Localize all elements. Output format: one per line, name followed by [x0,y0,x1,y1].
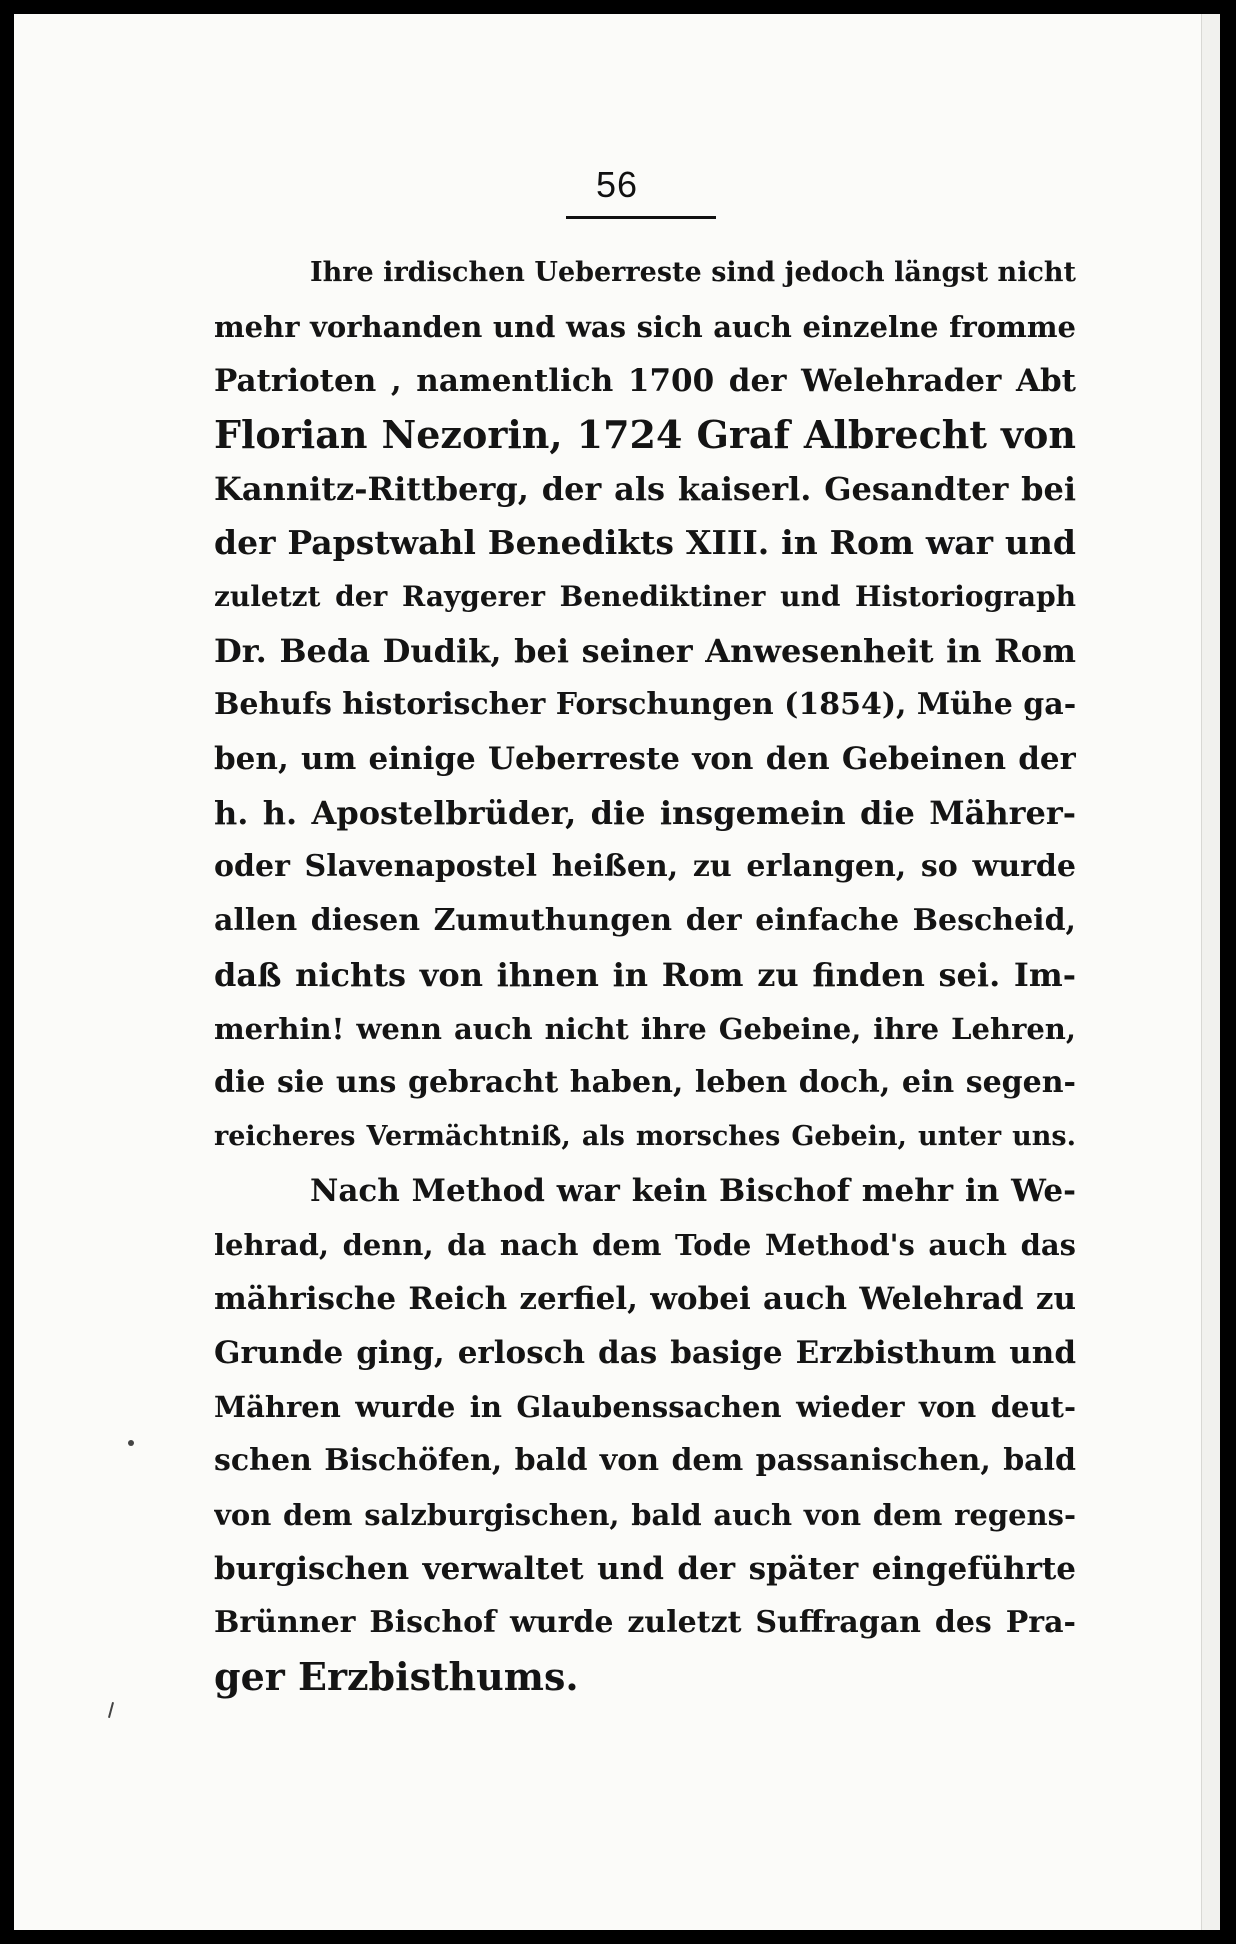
text-line: Kannitz-Rittberg, der als kaiserl. Gesandter bei [214,470,1076,508]
paragraph [214,1164,1076,1704]
scan-speck [128,1440,134,1446]
text-line: mehr vorhanden und was sich auch einzelne fromme [214,310,1076,344]
text-line: h. h. Apostelbrüder, die insgemein die Mährer- [214,794,1076,832]
text-line: Mähren wurde in Glaubenssachen wieder von deut- [214,1390,1076,1424]
paragraph [214,246,1076,1164]
page-edge [1201,14,1220,1930]
text-line: zuletzt der Raygerer Benediktiner und Historiograph [214,580,1076,613]
text-line: oder Slavenapostel heißen, zu erlangen, so wurde [214,849,1076,884]
text-line: Brünner Bischof wurde zuletzt Suffragan des Pra- [214,1605,1076,1640]
text-line: lehrad, denn, da nach dem Tode Method's auch das [214,1228,1076,1262]
text-line: Nach Method war kein Bischof mehr in We- [310,1173,1076,1209]
text-line: von dem salzburgischen, bald auch von dem regens- [214,1498,1076,1532]
book-page [14,14,1220,1930]
header-rule [566,216,716,219]
text-line: der Papstwahl Benedikts XIII. in Rom war und [214,523,1076,562]
text-line: burgischen verwaltet und der später eingeführte [214,1551,1076,1587]
text-line: daß nichts von ihnen in Rom zu finden sei. Im- [214,956,1076,994]
text-line: die sie uns gebracht haben, leben doch, ein segen- [214,1065,1076,1100]
text-line: allen diesen Zumuthungen der einfache Bescheid, [214,903,1076,938]
text-line: schen Bischöfen, bald von dem passanischen, bald [214,1443,1076,1478]
page-number: 56 [595,164,639,205]
text-line: ben, um einige Ueberreste von den Gebeinen der [214,741,1076,777]
text-line: Patrioten , namentlich 1700 der Welehrader Abt [214,363,1076,399]
text-line: Grunde ging, erlosch das basige Erzbisthum und [214,1335,1076,1371]
body-text [214,246,1076,1704]
text-line: Florian Nezorin, 1724 Graf Albrecht von [214,412,1076,457]
text-line: Dr. Beda Dudik, bei seiner Anwesenheit in Rom [214,632,1076,670]
text-line: mährische Reich zerfiel, wobei auch Welehrad zu [214,1281,1076,1317]
text-line: Ihre irdischen Ueberreste sind jedoch längst nicht [310,257,1076,288]
text-line: reicheres Vermächtniß, als morsches Gebein, unter uns. [214,1121,1076,1152]
text-line: merhin! wenn auch nicht ihre Gebeine, ihre Lehren, [214,1012,1076,1046]
text-line: ger Erzbisthums. [214,1654,579,1699]
scan-speck [108,1702,114,1718]
text-line: Behufs historischer Forschungen (1854), Mühe ga- [214,687,1076,722]
